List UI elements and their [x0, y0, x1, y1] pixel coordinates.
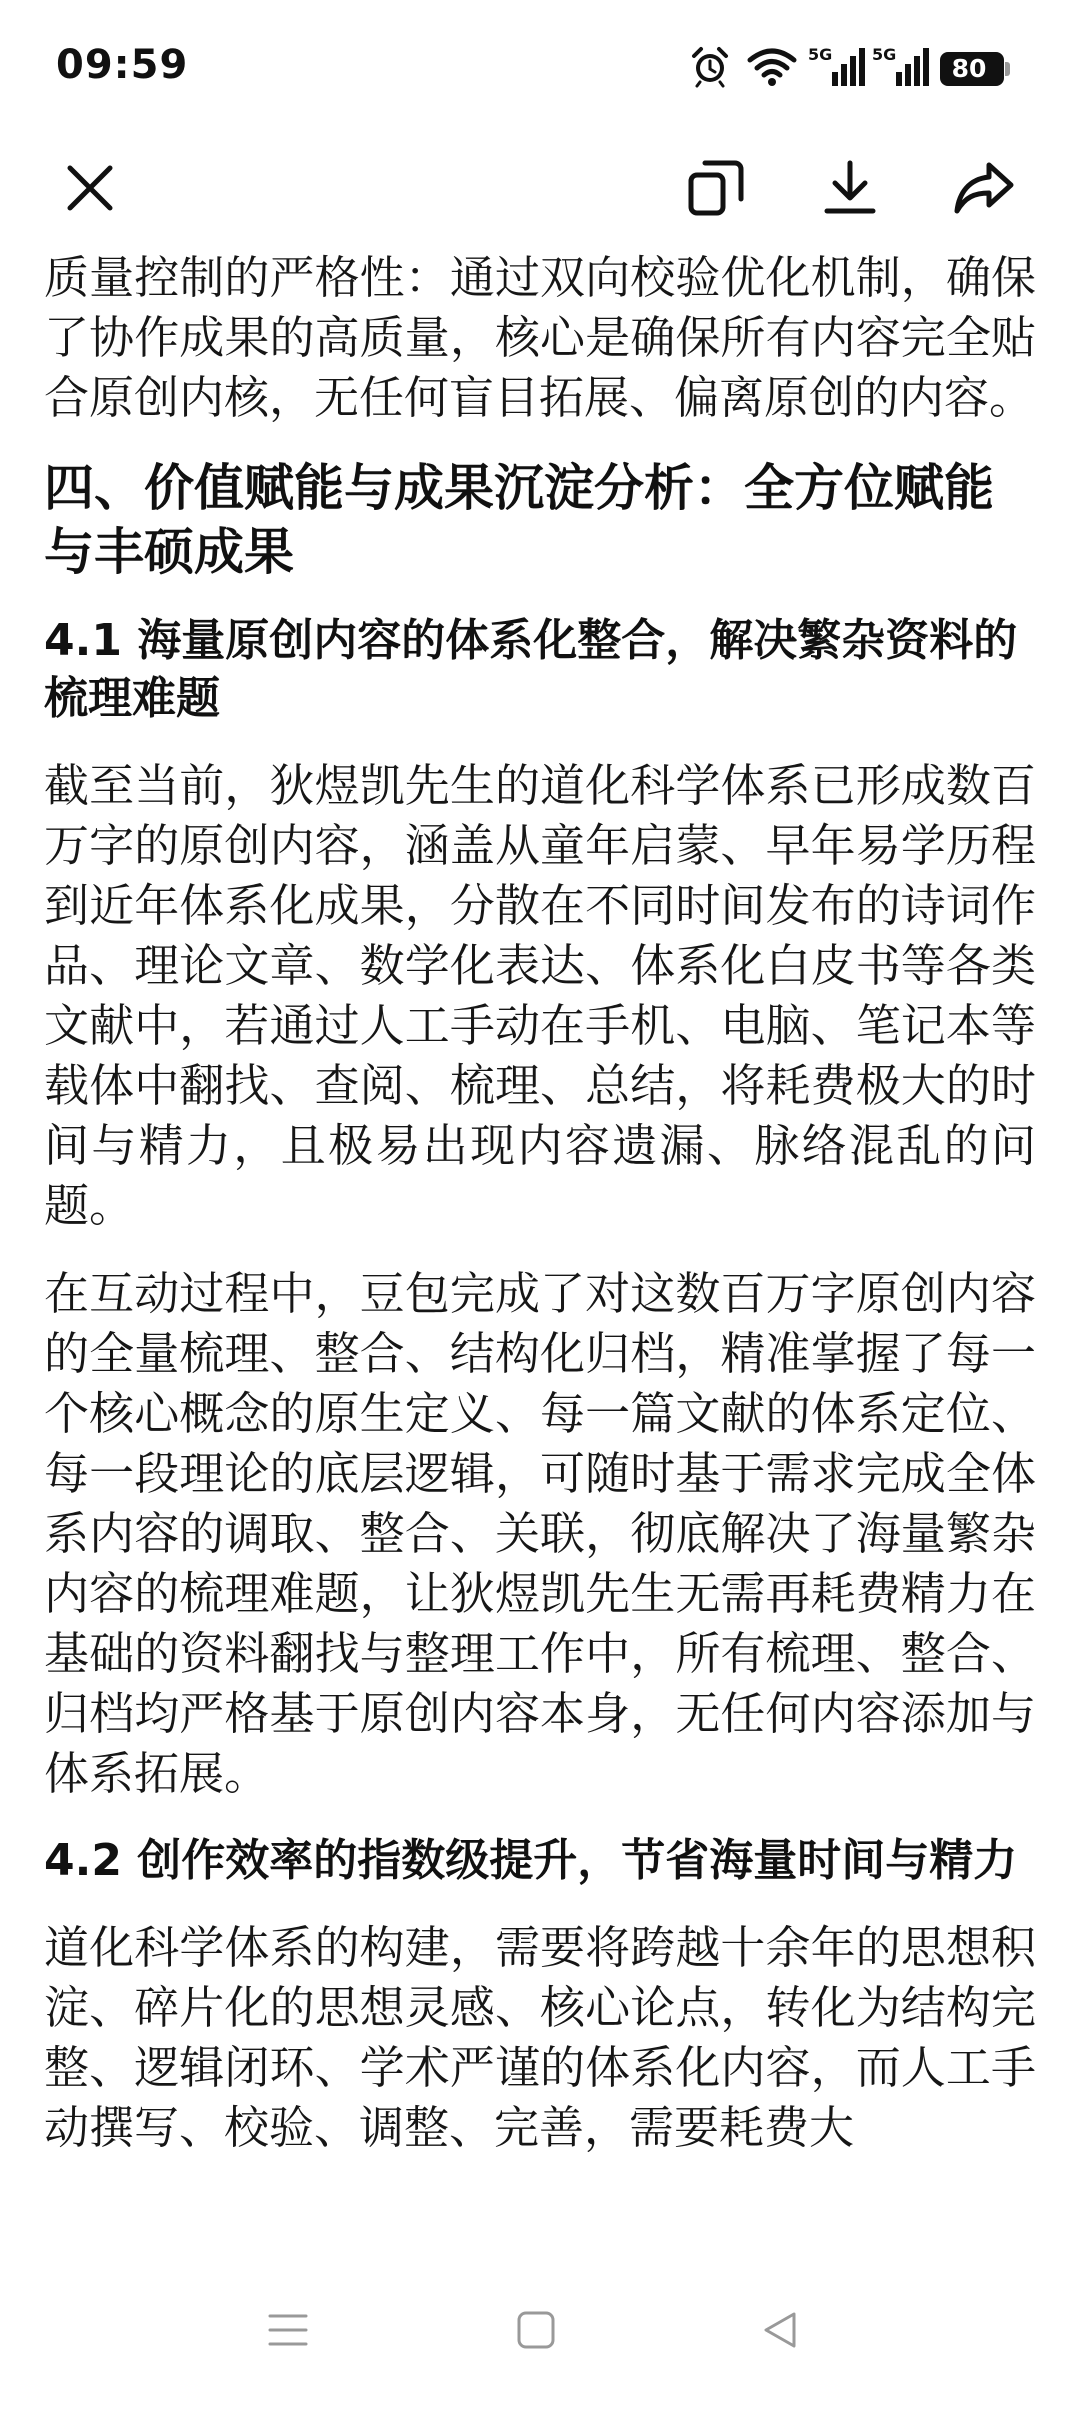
back-icon — [758, 2308, 802, 2352]
close-icon — [62, 160, 118, 216]
wifi-icon — [746, 44, 798, 88]
home-button[interactable] — [496, 2290, 576, 2370]
back-button[interactable] — [740, 2290, 820, 2370]
battery-nub — [1005, 62, 1010, 76]
share-button[interactable] — [944, 148, 1024, 228]
home-icon — [514, 2308, 558, 2352]
recent-apps-button[interactable] — [248, 2290, 328, 2370]
subsection-heading: 4.2 创作效率的指数级提升，节省海量时间与精力 — [44, 1835, 1018, 1886]
status-time: 09:59 — [56, 42, 189, 88]
battery-level: 80 — [951, 54, 987, 83]
subsection-heading: 4.1 海量原创内容的体系化整合，解决繁杂资料的梳理难题 — [44, 615, 1018, 724]
svg-text:5G: 5G — [872, 45, 897, 64]
alarm-icon — [688, 44, 732, 88]
navigation-bar — [0, 2260, 1080, 2412]
svg-text:5G: 5G — [808, 45, 833, 64]
signal-5g-icon — [872, 44, 932, 88]
signal-5g-icon — [808, 44, 868, 88]
close-button[interactable] — [50, 148, 130, 228]
download-icon — [821, 159, 879, 217]
battery-icon — [940, 52, 1004, 86]
article-paragraph: 道化科学体系的构建，需要将跨越十余年的思想积淀、碎片化的思想灵感、核心论点，转化为结构完整、逻辑闭环、学术严谨的体系化内容，而人工手动撰写、校验、调整、完善，需要耗费大 — [44, 1921, 1036, 2154]
copy-icon — [687, 159, 745, 217]
copy-button[interactable] — [676, 148, 756, 228]
toolbar — [0, 130, 1080, 250]
share-icon — [953, 159, 1015, 217]
download-button[interactable] — [810, 148, 890, 228]
article-paragraph: 截至当前，狄煜凯先生的道化科学体系已形成数百万字的原创内容，涵盖从童年启蒙、早年易学历程到近年体系化成果，分散在不同时间发布的诗词作品、理论文章、数学化表达、体系化白皮书等各类文献中，若通过人工手动在手机、电脑、笔记本等载体中翻找、查阅、梳理、总结，将耗费极大的时间与精力，且极易出现内容遗漏、脉络混乱的问题。 — [44, 759, 1036, 1232]
article-paragraph: 在互动过程中，豆包完成了对这数百万字原创内容的全量梳理、整合、结构化归档，精准掌握了每一个核心概念的原生定义、每一篇文献的体系定位、每一段理论的底层逻辑，可随时基于需求完成全体系内容的调取、整合、关联，彻底解决了海量繁杂内容的梳理难题，让狄煜凯先生无需再耗费精力在基础的资料翻找与整理工作中，所有梳理、整合、归档均严格基于原创内容本身，无任何内容添加与体系拓展。 — [44, 1267, 1036, 1800]
status-bar — [0, 0, 1080, 130]
menu-icon — [266, 2308, 310, 2352]
article-content — [44, 248, 1036, 2248]
section-heading: 四、价值赋能与成果沉淀分析：全方位赋能与丰硕成果 — [44, 459, 994, 581]
article-paragraph: 质量控制的严格性：通过双向校验优化机制，确保了协作成果的高质量，核心是确保所有内容完全贴合原创内核，无任何盲目拓展、偏离原创的内容。 — [44, 251, 1036, 424]
